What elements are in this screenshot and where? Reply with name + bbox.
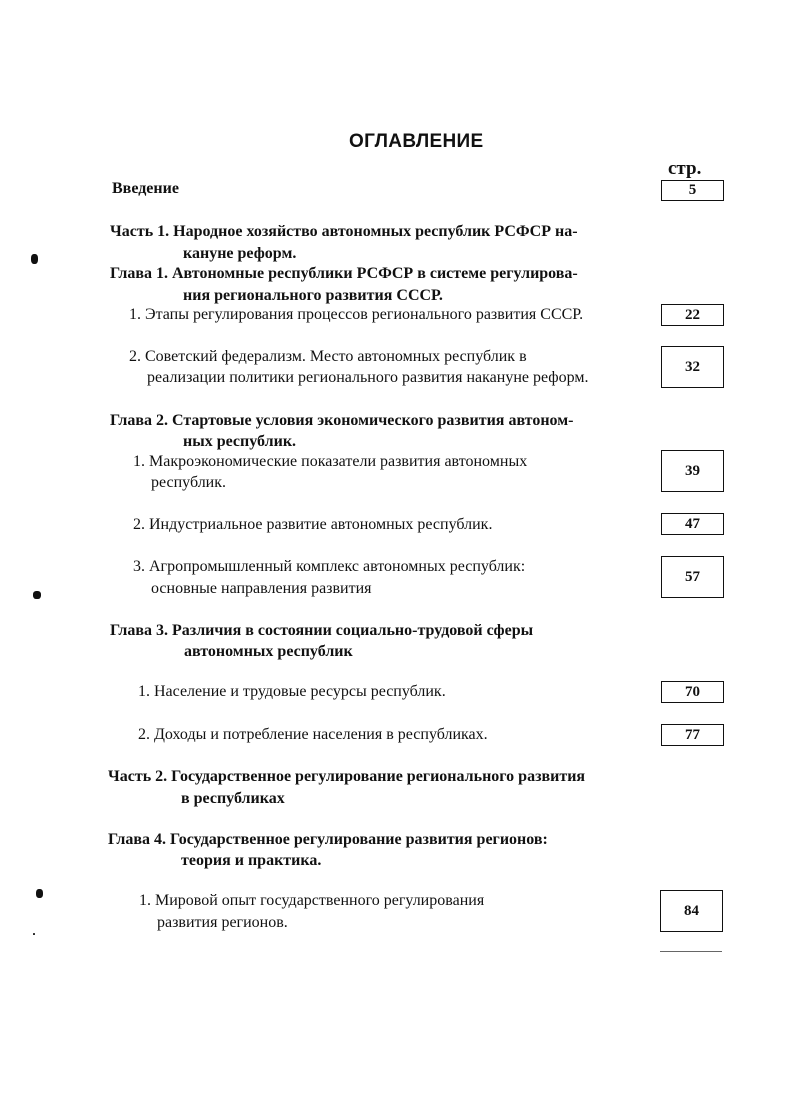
page-box-57: 57 xyxy=(661,556,724,598)
page-box-77: 77 xyxy=(661,724,724,746)
section-2-1-line-1: 1. Макроэкономические показатели развития автономных xyxy=(133,453,528,470)
page-box-intro: 5 xyxy=(661,180,724,201)
toc-entry-intro: Введение xyxy=(112,180,179,197)
part-2-title-line-2: в республиках xyxy=(181,790,285,807)
section-1-1: 1. Этапы регулирования процессов регионального развития СССР. xyxy=(129,306,584,323)
part-1-title-line-2: кануне реформ. xyxy=(183,245,297,262)
bottom-rule xyxy=(660,951,722,952)
chapter-1-title-line-1: Глава 1. Автономные республики РСФСР в системе регулирова- xyxy=(110,265,578,282)
page-box-22: 22 xyxy=(661,304,724,326)
chapter-1-title-line-2: ния регионального развития СССР. xyxy=(183,287,443,304)
page-box-39: 39 xyxy=(661,450,724,492)
page-column-label: стр. xyxy=(668,158,702,179)
section-2-2: 2. Индустриальное развитие автономных республик. xyxy=(133,516,493,533)
section-3-1: 1. Население и трудовые ресурсы республик. xyxy=(138,683,446,700)
chapter-2-title-line-2: ных республик. xyxy=(183,433,297,450)
section-4-1-line-1: 1. Мировой опыт государственного регулирования xyxy=(139,892,485,909)
section-1-2-line-2: реализации политики регионального развития накануне реформ. xyxy=(147,369,589,386)
page-title: ОГЛАВЛЕНИЕ xyxy=(349,131,484,152)
part-1-title-line-1: Часть 1. Народное хозяйство автономных республик РСФСР на- xyxy=(110,223,578,240)
scan-speck xyxy=(36,889,43,898)
page-box-84: 84 xyxy=(660,890,723,932)
scan-speck xyxy=(31,254,38,264)
chapter-3-title-line-2: автономных республик xyxy=(184,643,353,660)
section-1-2-line-1: 2. Советский федерализм. Место автономных республик в xyxy=(129,348,527,365)
section-2-1-line-2: республик. xyxy=(151,474,227,491)
page-box-47: 47 xyxy=(661,513,724,535)
part-2-title-line-1: Часть 2. Государственное регулирование регионального развития xyxy=(108,768,586,785)
page-box-70: 70 xyxy=(661,681,724,703)
scan-speck xyxy=(33,933,35,935)
page-box-32: 32 xyxy=(661,346,724,388)
scan-speck xyxy=(33,591,41,599)
section-3-2: 2. Доходы и потребление населения в республиках. xyxy=(138,726,488,743)
chapter-4-title-line-2: теория и практика. xyxy=(181,852,322,869)
chapter-3-title-line-1: Глава 3. Различия в состоянии социально-трудовой сферы xyxy=(110,622,534,639)
section-4-1-line-2: развития регионов. xyxy=(157,914,288,931)
section-2-3-line-1: 3. Агропромышленный комплекс автономных республик: xyxy=(133,558,526,575)
chapter-2-title-line-1: Глава 2. Стартовые условия экономического развития автоном- xyxy=(110,412,574,429)
section-2-3-line-2: основные направления развития xyxy=(151,580,372,597)
chapter-4-title-line-1: Глава 4. Государственное регулирование развития регионов: xyxy=(108,831,548,848)
